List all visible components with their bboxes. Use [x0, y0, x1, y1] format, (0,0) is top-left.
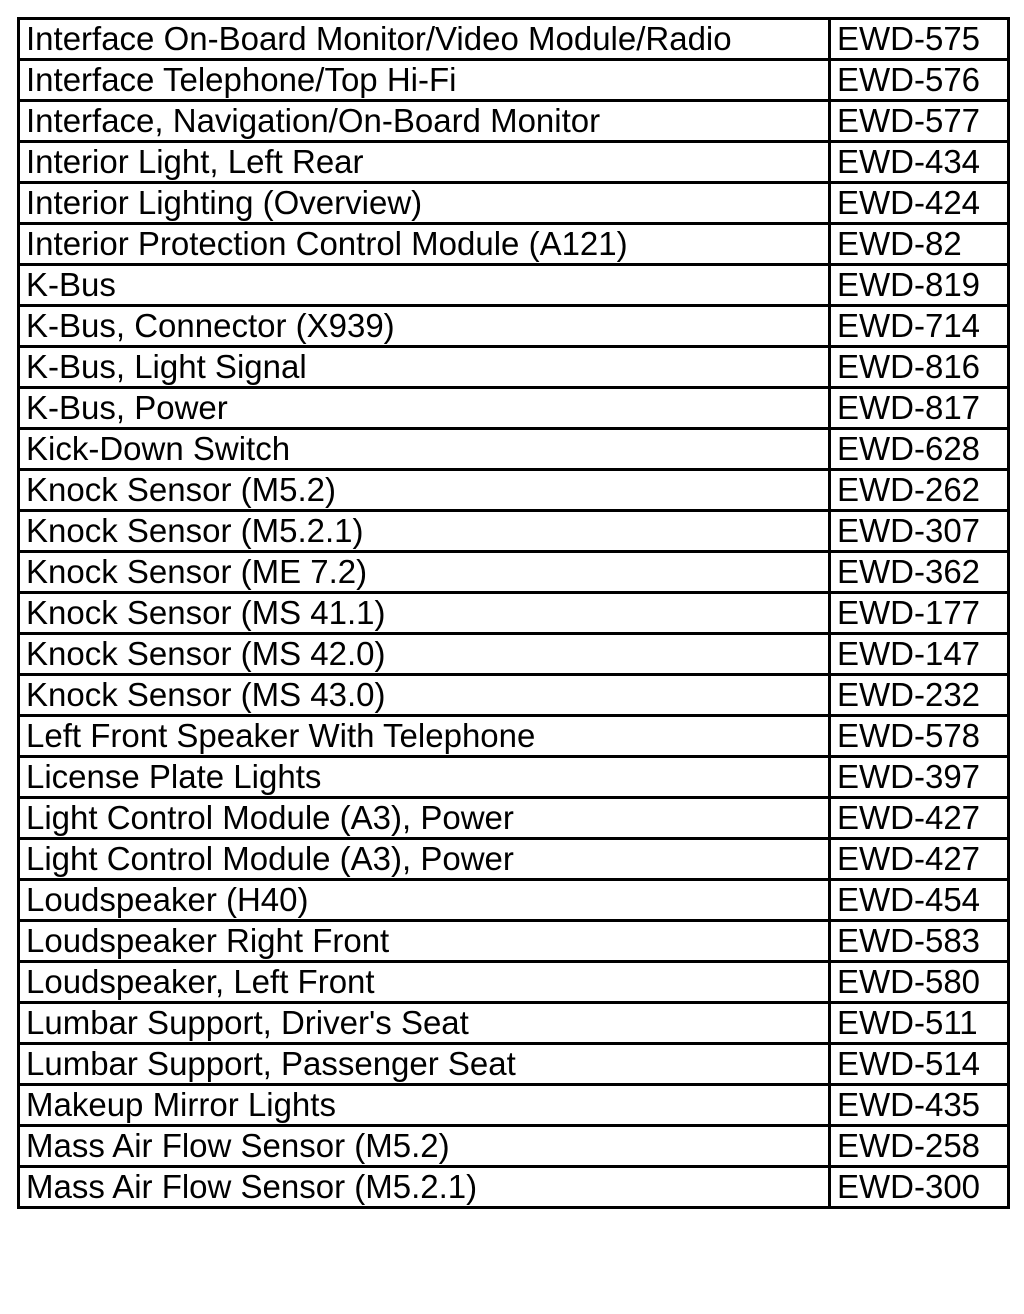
table-row [19, 757, 1009, 798]
topic-cell: K-Bus [19, 265, 830, 306]
topic-cell: K-Bus, Connector (X939) [19, 306, 830, 347]
topic-cell: Interface Telephone/Top Hi-Fi [19, 60, 830, 101]
table-row [19, 716, 1009, 757]
topic-cell: Interface On-Board Monitor/Video Module/Radio [19, 19, 830, 60]
topic-cell: Makeup Mirror Lights [19, 1085, 830, 1126]
topic-cell: Interior Protection Control Module (A121) [19, 224, 830, 265]
table-row [19, 470, 1009, 511]
table-row [19, 388, 1009, 429]
table-row [19, 265, 1009, 306]
topic-cell: Interface, Navigation/On-Board Monitor [19, 101, 830, 142]
topic-cell: Left Front Speaker With Telephone [19, 716, 830, 757]
wiring-diagram-index-table [17, 17, 1010, 1209]
table-row [19, 634, 1009, 675]
table-row [19, 347, 1009, 388]
topic-cell: Loudspeaker (H40) [19, 880, 830, 921]
topic-cell: Interior Light, Left Rear [19, 142, 830, 183]
diagram-reference-cell: EWD-435 [830, 1085, 1009, 1126]
table-row [19, 1003, 1009, 1044]
diagram-reference-cell: EWD-628 [830, 429, 1009, 470]
index-table-body [19, 19, 1009, 1208]
table-row [19, 962, 1009, 1003]
topic-cell: Knock Sensor (M5.2.1) [19, 511, 830, 552]
topic-cell: Kick-Down Switch [19, 429, 830, 470]
diagram-reference-cell: EWD-258 [830, 1126, 1009, 1167]
diagram-reference-cell: EWD-514 [830, 1044, 1009, 1085]
diagram-reference-cell: EWD-578 [830, 716, 1009, 757]
diagram-reference-cell: EWD-583 [830, 921, 1009, 962]
table-row [19, 306, 1009, 347]
diagram-reference-cell: EWD-397 [830, 757, 1009, 798]
topic-cell: Lumbar Support, Driver's Seat [19, 1003, 830, 1044]
table-row [19, 1126, 1009, 1167]
topic-cell: Light Control Module (A3), Power [19, 839, 830, 880]
diagram-reference-cell: EWD-424 [830, 183, 1009, 224]
diagram-reference-cell: EWD-454 [830, 880, 1009, 921]
table-row [19, 880, 1009, 921]
diagram-reference-cell: EWD-816 [830, 347, 1009, 388]
diagram-reference-cell: EWD-580 [830, 962, 1009, 1003]
topic-cell: Mass Air Flow Sensor (M5.2) [19, 1126, 830, 1167]
topic-cell: Interior Lighting (Overview) [19, 183, 830, 224]
diagram-reference-cell: EWD-434 [830, 142, 1009, 183]
table-row [19, 101, 1009, 142]
diagram-reference-cell: EWD-577 [830, 101, 1009, 142]
diagram-reference-cell: EWD-147 [830, 634, 1009, 675]
diagram-reference-cell: EWD-232 [830, 675, 1009, 716]
topic-cell: Knock Sensor (MS 41.1) [19, 593, 830, 634]
table-row [19, 675, 1009, 716]
diagram-reference-cell: EWD-576 [830, 60, 1009, 101]
table-row [19, 60, 1009, 101]
diagram-reference-cell: EWD-307 [830, 511, 1009, 552]
topic-cell: Lumbar Support, Passenger Seat [19, 1044, 830, 1085]
topic-cell: Knock Sensor (MS 43.0) [19, 675, 830, 716]
topic-cell: K-Bus, Light Signal [19, 347, 830, 388]
topic-cell: Knock Sensor (MS 42.0) [19, 634, 830, 675]
diagram-reference-cell: EWD-82 [830, 224, 1009, 265]
table-row [19, 142, 1009, 183]
diagram-reference-cell: EWD-262 [830, 470, 1009, 511]
table-row [19, 19, 1009, 60]
diagram-reference-cell: EWD-819 [830, 265, 1009, 306]
table-row [19, 1085, 1009, 1126]
table-row [19, 224, 1009, 265]
table-row [19, 798, 1009, 839]
topic-cell: Knock Sensor (ME 7.2) [19, 552, 830, 593]
table-row [19, 511, 1009, 552]
diagram-reference-cell: EWD-362 [830, 552, 1009, 593]
diagram-reference-cell: EWD-427 [830, 839, 1009, 880]
topic-cell: Loudspeaker, Left Front [19, 962, 830, 1003]
table-row [19, 921, 1009, 962]
diagram-reference-cell: EWD-177 [830, 593, 1009, 634]
table-row [19, 429, 1009, 470]
table-row [19, 839, 1009, 880]
diagram-reference-cell: EWD-511 [830, 1003, 1009, 1044]
table-row [19, 593, 1009, 634]
table-row [19, 1167, 1009, 1208]
diagram-reference-cell: EWD-427 [830, 798, 1009, 839]
table-row [19, 1044, 1009, 1085]
topic-cell: Knock Sensor (M5.2) [19, 470, 830, 511]
topic-cell: License Plate Lights [19, 757, 830, 798]
diagram-reference-cell: EWD-817 [830, 388, 1009, 429]
topic-cell: Loudspeaker Right Front [19, 921, 830, 962]
topic-cell: Mass Air Flow Sensor (M5.2.1) [19, 1167, 830, 1208]
diagram-reference-cell: EWD-300 [830, 1167, 1009, 1208]
table-row [19, 552, 1009, 593]
diagram-reference-cell: EWD-714 [830, 306, 1009, 347]
table-row [19, 183, 1009, 224]
diagram-reference-cell: EWD-575 [830, 19, 1009, 60]
topic-cell: K-Bus, Power [19, 388, 830, 429]
topic-cell: Light Control Module (A3), Power [19, 798, 830, 839]
